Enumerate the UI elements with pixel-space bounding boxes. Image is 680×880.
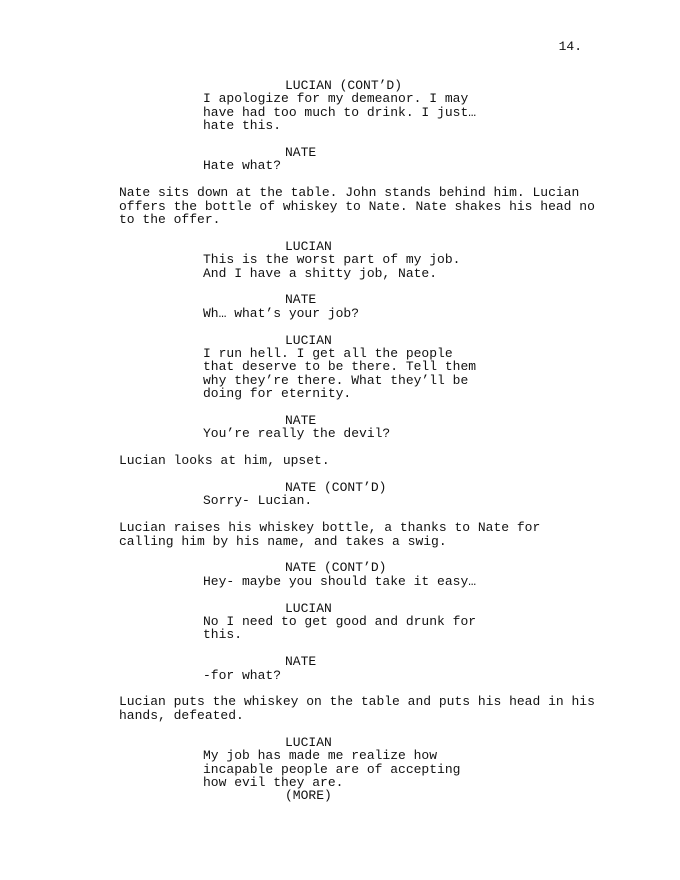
dialogue-block <box>119 561 619 588</box>
character-name: LUCIAN <box>285 238 332 254</box>
character-name: NATE <box>285 654 317 670</box>
dialogue-text: I apologize for my demeanor. I may have had too much to drink. I just… hate this. <box>203 91 477 134</box>
dialogue-block <box>119 736 619 803</box>
screenplay-body <box>119 79 619 816</box>
character-name: LUCIAN <box>285 600 332 616</box>
dialogue-block <box>119 481 619 508</box>
dialogue-text: Hey- maybe you should take it easy… <box>203 573 477 589</box>
dialogue-block <box>119 655 619 682</box>
character-name: LUCIAN <box>285 734 332 750</box>
dialogue-block <box>119 240 619 280</box>
dialogue-text: Wh… what’s your job? <box>203 305 360 321</box>
dialogue-text: No I need to get good and drunk for this. <box>203 614 477 643</box>
dialogue-text: Sorry- Lucian. <box>203 493 313 509</box>
dialogue-block <box>119 602 619 642</box>
character-name: NATE (CONT’D) <box>285 560 387 576</box>
dialogue-block <box>119 293 619 320</box>
dialogue-block <box>119 414 619 441</box>
character-name: NATE <box>285 292 317 308</box>
page-number: 14. <box>558 39 582 54</box>
dialogue-text: Hate what? <box>203 158 282 174</box>
action-line: Lucian raises his whiskey bottle, a thanks to Nate for calling him by his name, and takes a swig. <box>119 520 541 549</box>
dialogue-block <box>119 146 619 173</box>
action-line: Lucian looks at him, upset. <box>119 453 330 469</box>
action-line: Lucian puts the whiskey on the table and puts his head in his hands, defeated. <box>119 694 595 723</box>
dialogue-text: -for what? <box>203 667 282 683</box>
character-name: NATE (CONT’D) <box>285 480 387 496</box>
dialogue-text: I run hell. I get all the people that deserve to be there. Tell them why they’re there. What they’ll be doing for eternity. <box>203 346 477 402</box>
dialogue-text: You’re really the devil? <box>203 426 391 442</box>
character-name: LUCIAN <box>285 332 332 348</box>
dialogue-text: My job has made me realize how incapable people are of accepting how evil they are. <box>203 748 461 790</box>
dialogue-block <box>119 334 619 401</box>
more-marker: (MORE) <box>285 788 332 804</box>
character-name: LUCIAN (CONT’D) <box>285 78 403 93</box>
character-name: NATE <box>285 413 317 429</box>
action-line: Nate sits down at the table. John stands behind him. Lucian offers the bottle of whiskey to Nate. Nate shakes his head no to the offer. <box>119 185 595 228</box>
character-name: NATE <box>285 145 317 161</box>
dialogue-text: This is the worst part of my job. And I have a shitty job, Nate. <box>203 252 461 281</box>
dialogue-block <box>119 79 619 133</box>
